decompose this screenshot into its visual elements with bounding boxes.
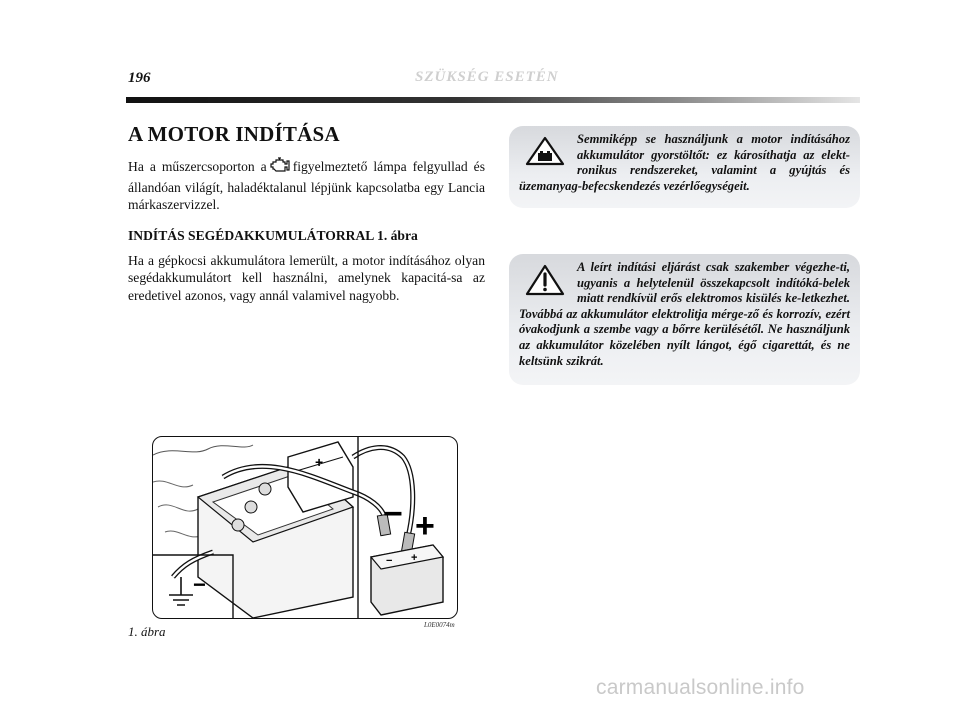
booster-minus-label: − — [383, 495, 403, 533]
intro-text-before-icon: Ha a műszercsoporton a — [128, 159, 267, 174]
booster-paragraph: Ha a gépkocsi akkumulátora lemerült, a motor indításához olyan segédakkumulátort kell használni, amelynek kapacitá-sa az eredetivel azonos, vagy annál valamivel nagyobb. — [128, 252, 485, 303]
figure-reference: 1. ábra — [377, 227, 418, 243]
booster-plus-small: + — [411, 552, 418, 564]
subsection-title-text: INDÍTÁS SEGÉDAKKUMULÁTORRAL — [128, 227, 374, 243]
warning-text-charger: Semmiképp se használjunk a motor indításához akkumulátor gyorstöltőt: ez károsíthatja az elekt-ronikus rendszereket, valamint a gyújtás és üzemanyag-befecskendezés vezérlőegységeit. — [519, 132, 850, 193]
exclamation-warning-icon — [525, 264, 565, 301]
figure-jump-start — [152, 436, 458, 619]
figure-caption: 1. ábra — [128, 624, 166, 639]
booster-minus-small: − — [386, 555, 393, 567]
page-number: 196 — [128, 70, 151, 86]
warning-text-procedure: A leírt indítási eljárást csak szakember végezhe-ti, ugyanis a helytelenül összekapcsolt indítóká-belek miatt rendkívül erős elektromos kisülés ke-letkezhet. Továbbá az akkumulátor elektrolitja mérge-ző és korrozív, ezért óvakodjunk a szembe vagy a bőrre kerülésétől. Ne használjunk az akkumulátor közelében nyílt lángot, égő cigarettát, és ne keltsünk szikrát. — [519, 260, 850, 368]
subsection-title — [128, 228, 485, 244]
intro-text-after-icon: figyelmeztető lámpa felgyullad és állandóan világít, haladéktalanul lépjünk kapcsolatba egy Lancia márkaszervizzel. — [128, 159, 485, 212]
battery-warning-icon — [525, 136, 565, 171]
engine-warning-lamp-icon — [270, 157, 290, 179]
terminal-plus-label: + — [315, 454, 324, 470]
running-head: SZÜKSÉG ESETÉN — [415, 69, 559, 85]
header-rule — [126, 97, 860, 103]
watermark: carmanualsonline.info — [596, 676, 805, 699]
figure-code: L0E0074m — [424, 621, 455, 629]
jump-start-illustration — [153, 437, 457, 618]
warning-box-charger — [509, 126, 860, 208]
left-column — [128, 122, 485, 304]
intro-paragraph — [128, 157, 485, 214]
section-title: A MOTOR INDÍTÁSA — [128, 122, 340, 146]
warning-box-procedure — [509, 254, 860, 385]
ground-minus-label: − — [193, 572, 206, 597]
booster-plus-label: + — [415, 507, 435, 545]
